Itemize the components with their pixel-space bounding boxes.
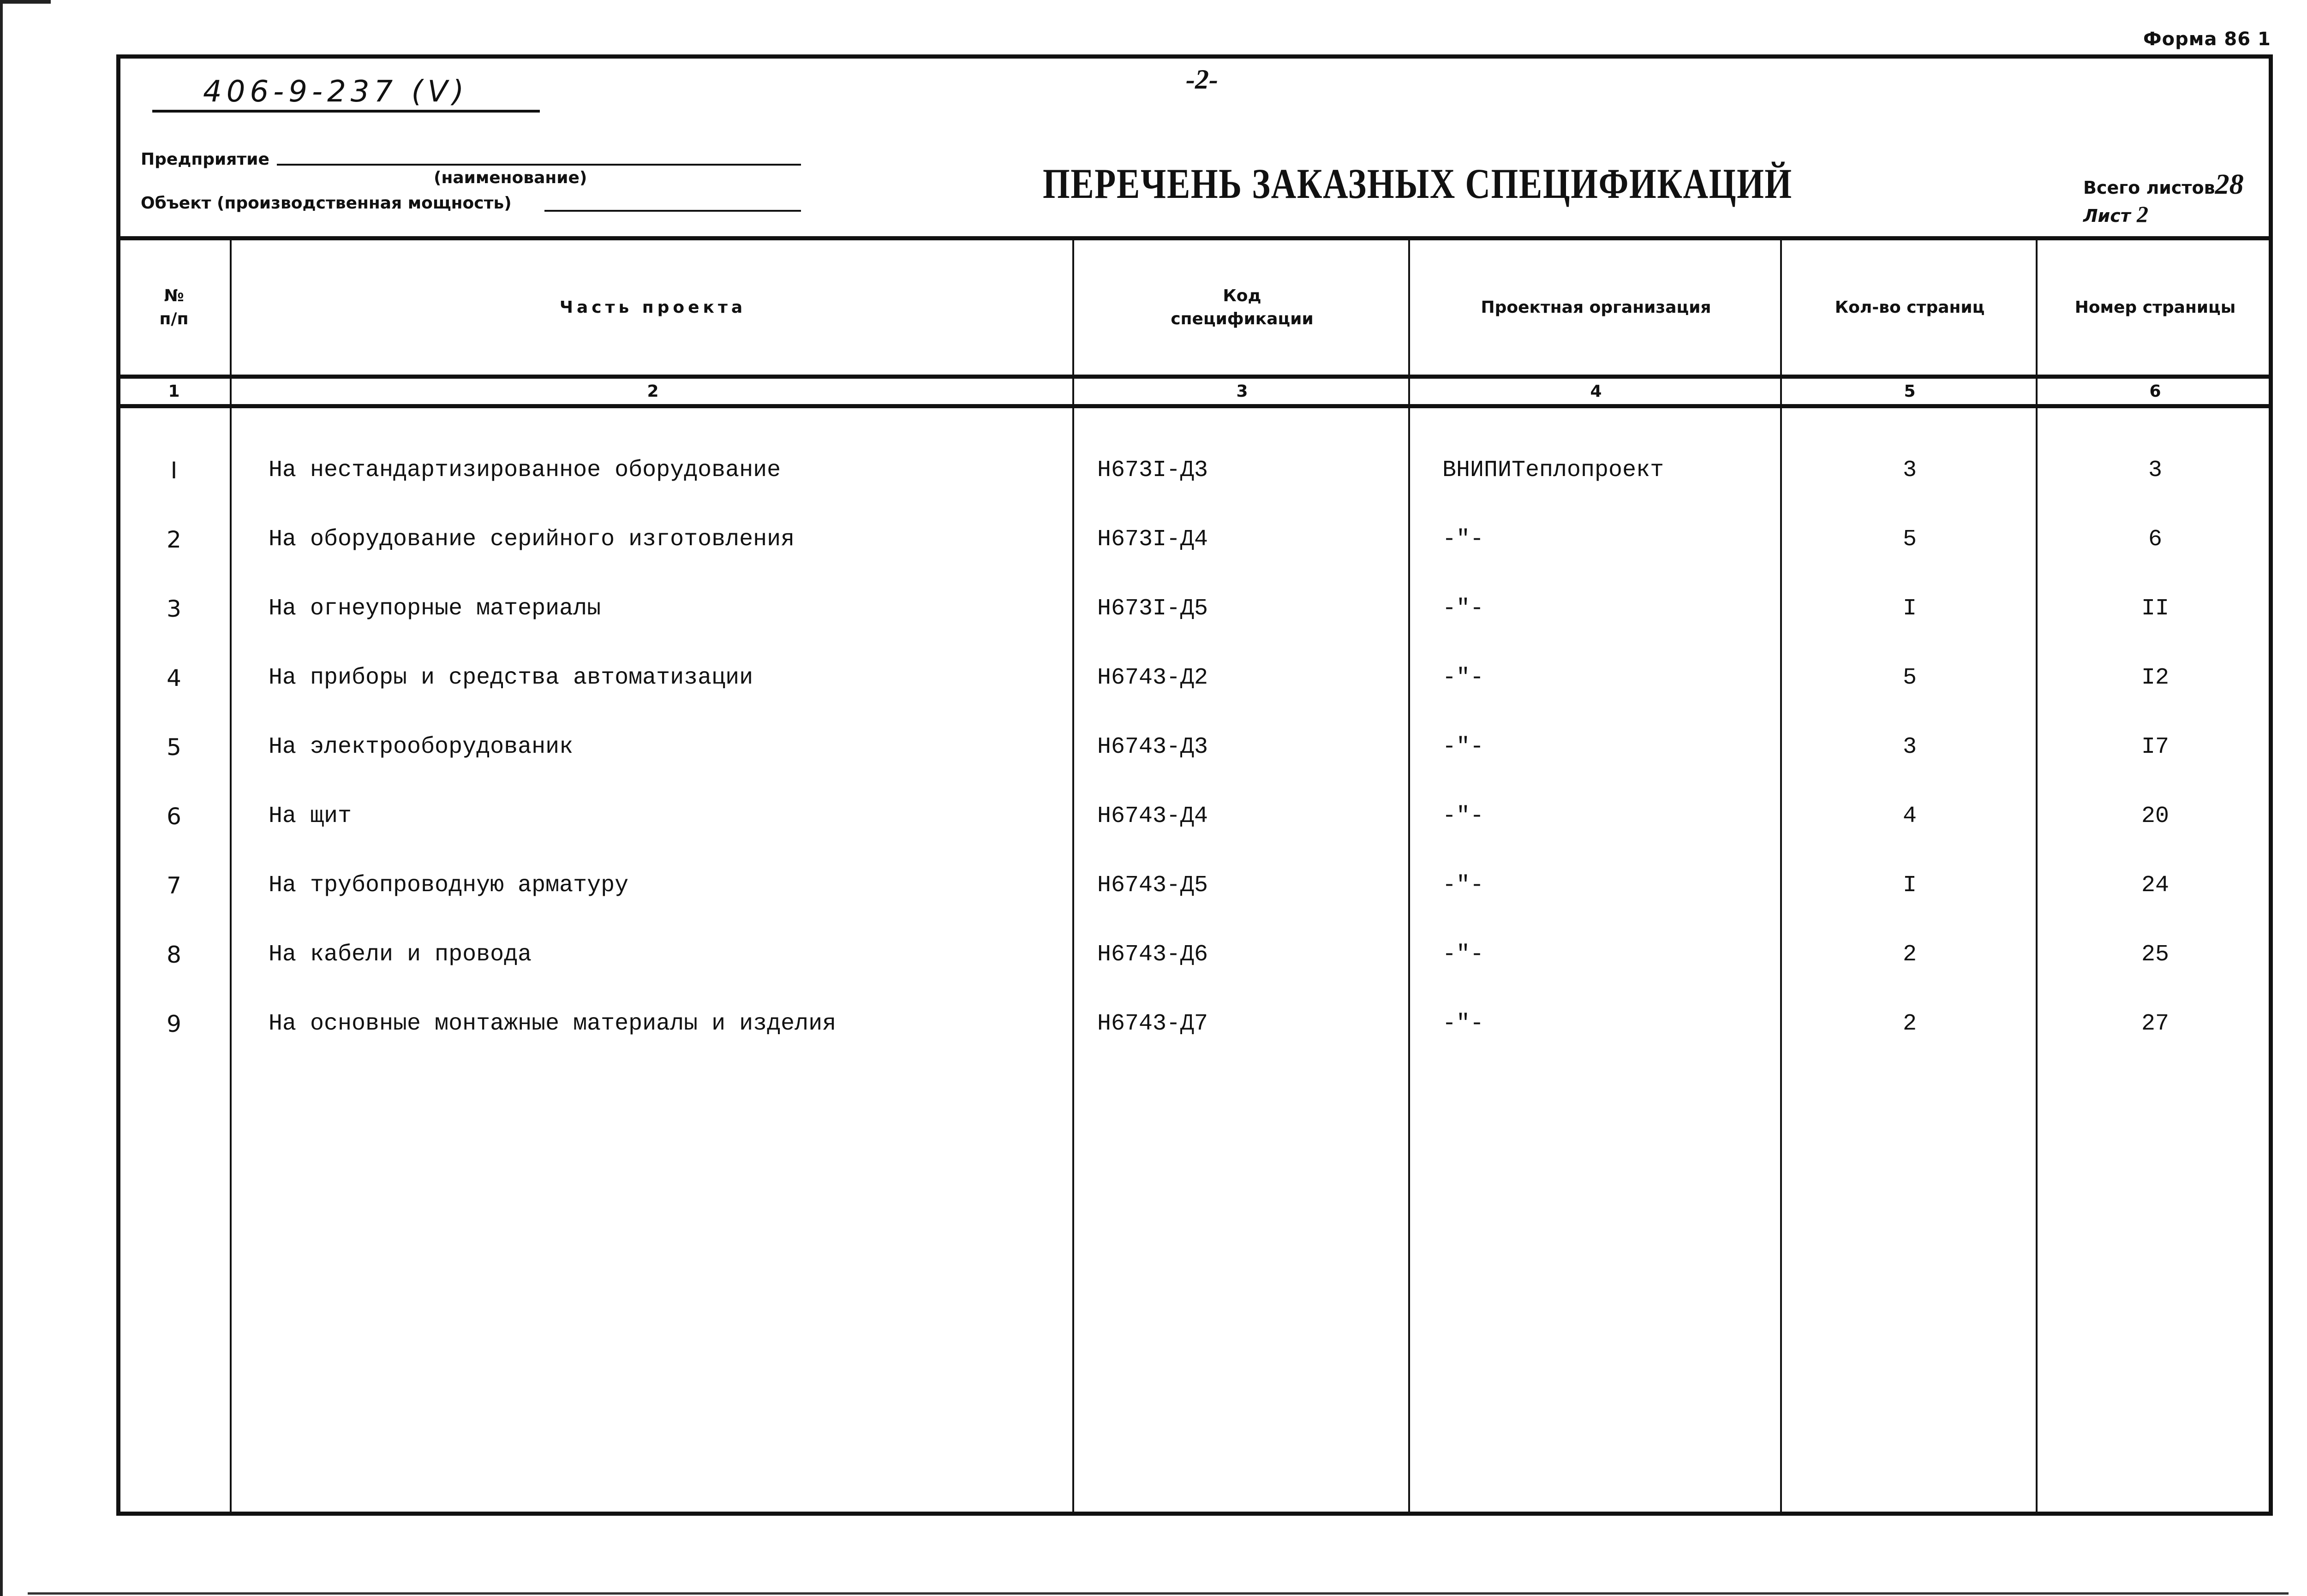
- row-pages-count: 3: [1902, 734, 1917, 760]
- row-code: Н673I-Д3: [1097, 457, 1208, 483]
- enterprise-sublabel: (наименование): [434, 168, 587, 187]
- col-number-3: 3: [1236, 382, 1248, 401]
- row-org: -"-: [1442, 872, 1484, 899]
- row-part: На огнеупорные материалы: [269, 596, 601, 622]
- object-field: [544, 210, 801, 212]
- enterprise-field: [277, 164, 801, 166]
- row-org: -"-: [1442, 734, 1484, 760]
- scan-edge-bottom: [28, 1592, 2289, 1595]
- row-org: -"-: [1442, 1011, 1484, 1037]
- row-part: На нестандартизированное оборудование: [269, 457, 781, 483]
- scan-edge-left: [0, 0, 3, 1596]
- enterprise-label: Предприятие: [141, 150, 269, 169]
- col-number-6: 6: [2149, 382, 2161, 401]
- row-pages-count: 5: [1902, 665, 1917, 691]
- document-code-underline: [152, 110, 540, 113]
- row-org: ВНИПИТеплопроект: [1442, 457, 1664, 483]
- col-number-2: 2: [647, 382, 659, 401]
- row-number: 3: [167, 596, 181, 622]
- scan-mark-top: [0, 0, 51, 4]
- table-top-border: [116, 236, 2273, 240]
- row-page-number: I7: [2141, 734, 2169, 760]
- form-label: Форма 86 1: [2143, 29, 2271, 50]
- row-number: 6: [167, 803, 181, 830]
- row-page-number: 20: [2141, 803, 2169, 829]
- row-org: -"-: [1442, 526, 1484, 553]
- row-number: 4: [167, 665, 181, 691]
- row-number: 8: [167, 941, 181, 968]
- row-pages-count: 2: [1902, 1011, 1917, 1037]
- row-code: Н6743-Д5: [1097, 872, 1208, 899]
- header-bottom-border: [116, 375, 2273, 379]
- row-part: На оборудование серийного изготовления: [269, 526, 795, 553]
- sheet-value: 2: [2136, 201, 2148, 227]
- row-page-number: 3: [2148, 457, 2162, 483]
- row-page-number: 25: [2141, 941, 2169, 968]
- row-pages-count: 2: [1902, 941, 1917, 968]
- col-number-1: 1: [168, 382, 180, 401]
- row-part: На трубопроводную арматуру: [269, 872, 629, 899]
- row-code: Н6743-Д7: [1097, 1011, 1208, 1037]
- col-number-4: 4: [1590, 382, 1602, 401]
- col-number-5: 5: [1904, 382, 1916, 401]
- row-part: На электрооборудованик: [269, 734, 574, 760]
- row-code: Н6743-Д3: [1097, 734, 1208, 760]
- col-header-pages-count: Кол-во страниц: [1835, 298, 1985, 317]
- row-pages-count: 5: [1902, 526, 1917, 553]
- row-pages-count: I: [1902, 872, 1917, 899]
- col-header-part: Часть проекта: [559, 298, 747, 317]
- sheet-number: [2083, 201, 2148, 227]
- row-page-number: 27: [2141, 1011, 2169, 1037]
- col-header-number: № п/п: [159, 286, 189, 328]
- row-part: На щит: [269, 803, 352, 829]
- row-page-number: 6: [2148, 526, 2162, 553]
- row-pages-count: 4: [1902, 803, 1917, 829]
- row-page-number: II: [2141, 596, 2169, 622]
- total-sheets-value: 28: [2215, 169, 2244, 200]
- object-label: Объект (производственная мощность): [141, 194, 512, 213]
- row-page-number: 24: [2141, 872, 2169, 899]
- row-code: Н6743-Д2: [1097, 665, 1208, 691]
- row-code: Н673I-Д5: [1097, 596, 1208, 622]
- row-code: Н6743-Д4: [1097, 803, 1208, 829]
- row-number: 9: [167, 1011, 181, 1037]
- total-sheets-label: Всего листов: [2083, 178, 2215, 198]
- row-pages-count: 3: [1902, 457, 1917, 483]
- document-title: ПЕРЕЧЕНЬ ЗАКАЗНЫХ СПЕЦИФИКАЦИЙ: [1043, 160, 1793, 207]
- total-sheets: [2083, 168, 2244, 201]
- row-page-number: I2: [2141, 665, 2169, 691]
- col-header-org: Проектная организация: [1481, 298, 1711, 317]
- row-pages-count: I: [1902, 596, 1917, 622]
- row-code: Н6743-Д6: [1097, 941, 1208, 968]
- row-part: На основные монтажные материалы и изделия: [269, 1011, 837, 1037]
- column-number-bottom-border: [116, 404, 2273, 408]
- row-number: 2: [167, 526, 181, 553]
- col-header-code: Код спецификации: [1171, 286, 1314, 328]
- row-number: 7: [167, 872, 181, 899]
- row-code: Н673I-Д4: [1097, 526, 1208, 553]
- col-header-page-number: Номер страницы: [2074, 298, 2236, 317]
- row-part: На приборы и средства автоматизации: [269, 665, 753, 691]
- row-org: -"-: [1442, 803, 1484, 829]
- page-number: -2-: [1186, 64, 1218, 95]
- sheet-label: Лист: [2083, 206, 2131, 226]
- row-org: -"-: [1442, 941, 1484, 968]
- document-code: 406-9-237 (V): [203, 75, 469, 109]
- row-org: -"-: [1442, 665, 1484, 691]
- row-org: -"-: [1442, 596, 1484, 622]
- row-number: I: [170, 457, 178, 484]
- row-number: 5: [167, 734, 181, 761]
- row-part: На кабели и провода: [269, 941, 532, 968]
